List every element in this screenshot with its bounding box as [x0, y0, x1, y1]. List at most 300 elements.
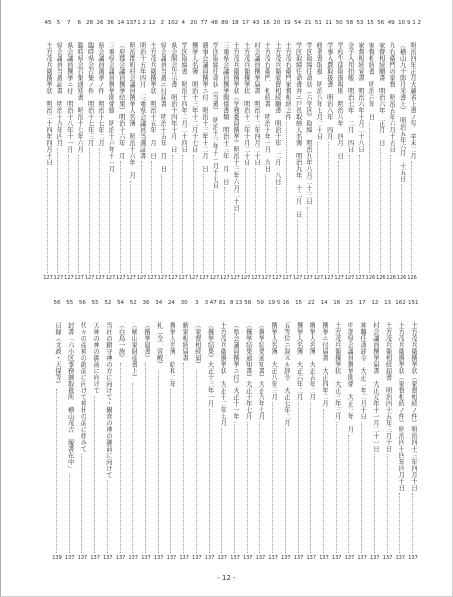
dotted-leader	[298, 402, 300, 553]
entry-page: 137	[306, 555, 317, 561]
entry-number: 137	[126, 20, 137, 26]
dotted-leader	[369, 122, 371, 273]
toc-entry	[52, 300, 62, 570]
toc-entry	[355, 20, 365, 290]
entry-number: 19 5	[268, 300, 281, 306]
toc-entry	[65, 300, 75, 570]
entry-page: 127	[209, 275, 220, 281]
toc-entry	[408, 300, 418, 570]
dotted-leader	[224, 187, 226, 273]
entry-title: 県会議員選挙ノ件 明治十七年二月	[97, 42, 104, 146]
entry-page: 137	[268, 555, 278, 561]
entry-page: 137	[242, 555, 253, 561]
entry-title: 新家相続届書	[181, 322, 189, 361]
entry-title: 修業書取扱 明治八年七月二十日	[315, 42, 323, 140]
dotted-leader	[161, 174, 163, 273]
entry-number: 17	[242, 20, 250, 26]
entry-number: 2	[160, 20, 165, 26]
entry-page: 126	[407, 275, 417, 281]
toc-entry	[395, 300, 405, 570]
entry-number: 3	[195, 300, 199, 306]
entry-number: 9 1 2	[407, 20, 421, 26]
dotted-leader	[172, 155, 174, 273]
toc-entry	[157, 20, 167, 290]
entry-page: 137	[408, 555, 418, 561]
toc-entry	[243, 300, 253, 570]
entry-page: 127	[199, 275, 209, 281]
entry-number: 15	[295, 300, 303, 306]
dotted-leader	[255, 168, 257, 273]
entry-title: 撰挙人名簿 昭和二年	[168, 322, 176, 387]
entry-number: 4	[181, 20, 185, 26]
dotted-leader	[107, 480, 109, 553]
dotted-leader	[57, 148, 59, 273]
entry-page: 126	[365, 275, 376, 281]
entry-title: 九右衛門の家督 明治五年六月十五日	[388, 42, 396, 153]
entry-title: 撰挙人名簿 大正六年二月	[295, 322, 303, 400]
toc-entry	[268, 300, 281, 570]
toc-entry	[128, 300, 138, 570]
entry-number: 17	[358, 300, 366, 306]
entry-page: 137	[179, 555, 189, 561]
dotted-leader	[182, 155, 184, 273]
toc-entry	[293, 20, 303, 290]
dotted-leader	[247, 422, 249, 553]
toc-entry	[141, 300, 151, 570]
dotted-leader	[286, 122, 288, 273]
entry-number: 5	[56, 20, 61, 26]
entry-page: 127	[220, 275, 230, 281]
entry-title: （府郡会議員撰挙結果）明治十六年 月	[117, 42, 125, 159]
entry-title: （家督相続届）	[193, 322, 201, 368]
entry-page: 137	[331, 555, 342, 561]
toc-entry	[137, 20, 147, 290]
toc-entry	[178, 20, 188, 290]
entry-title: （撰挙結果通知書）大正九年七月	[257, 322, 265, 420]
toc-entry	[241, 20, 251, 290]
toc-entry	[282, 20, 292, 290]
toc-entry	[261, 20, 271, 290]
entry-number: 34	[155, 300, 163, 306]
entry-number: 26	[96, 20, 104, 26]
entry-page: 127	[355, 275, 365, 281]
entry-title: 天神の神の御前に向けて	[92, 322, 100, 394]
toc-entry	[386, 20, 396, 290]
entry-number: 162	[395, 300, 406, 306]
entry-title: 撰挙人名簿 大正五年二月	[308, 322, 316, 400]
entry-page: 126	[386, 275, 396, 281]
dotted-leader	[109, 174, 111, 273]
entry-title: 学区取締書 明治十四年二月二十四日	[180, 42, 188, 153]
entry-number: 53	[356, 20, 364, 26]
entry-number: 36	[142, 300, 150, 306]
dotted-leader	[374, 454, 376, 553]
entry-title: 土方茂右衛門 相続書 明治十年一月 九日	[263, 42, 271, 172]
entry-page: 137	[128, 555, 139, 561]
dotted-leader	[170, 389, 172, 553]
entry-title: 当社の鎮守神の方に向けて・観音の神の御前に向けて	[104, 322, 112, 478]
entry-title: 土方茂兵衛撰挙状（家督相続ノ件）明治四十三年四月十日	[410, 322, 417, 491]
entry-number: 1 2	[137, 20, 146, 26]
entry-number: 6	[77, 20, 81, 26]
entry-page: 137	[192, 555, 202, 561]
entry-page: 137	[357, 555, 367, 561]
entry-page: 127	[292, 275, 303, 281]
dotted-leader	[411, 161, 413, 273]
entry-title: 神職任命辞令 大正二年二月十日	[359, 322, 367, 420]
dotted-leader	[68, 155, 70, 273]
dotted-leader	[141, 161, 143, 273]
toc-entry	[77, 300, 87, 570]
entry-title: 代々の産神の御前に向けて神社の前に拝みて	[79, 322, 87, 452]
entry-page: 137	[382, 555, 393, 561]
dotted-leader	[349, 155, 351, 273]
entry-page: 127	[240, 275, 251, 281]
toc-entry	[344, 300, 354, 570]
toc-entry	[199, 20, 209, 290]
entry-page: 127	[230, 275, 240, 281]
toc-entry	[230, 20, 240, 290]
entry-title: 明治郡町村会議員撰挙人名簿 明治十六年 月	[128, 42, 136, 179]
entry-title: 学校生徒取扱規則 明治八年 四月 日	[336, 42, 344, 159]
entry-number: 3 47	[204, 300, 217, 306]
entry-number: 20	[190, 20, 198, 26]
entry-number: 16	[333, 300, 341, 306]
dotted-leader	[348, 435, 350, 553]
entry-page: 137	[141, 555, 151, 561]
toc-entry	[397, 20, 407, 290]
entry-number: 8 13	[230, 300, 243, 306]
entry-number: 49	[387, 20, 395, 26]
entry-number: 14	[117, 20, 125, 26]
entry-number: 30	[180, 300, 188, 306]
dotted-leader	[265, 174, 267, 273]
entry-number: 15	[366, 20, 374, 26]
dotted-leader	[89, 148, 91, 273]
toc-entry	[217, 300, 227, 570]
entry-page: 137	[395, 555, 406, 561]
entry-page: 127	[84, 275, 95, 281]
toc-entry	[383, 300, 393, 570]
toc-entry	[281, 300, 291, 570]
entry-title: 日録（文政・天保等）	[54, 322, 61, 387]
entry-number: 54	[294, 20, 302, 26]
entry-title: 撰挙人名簿 明治十三年十二月十七日	[190, 42, 198, 153]
toc-entry	[74, 20, 84, 290]
dotted-leader	[120, 161, 122, 273]
toc-entry	[43, 20, 53, 290]
entry-number: 151	[408, 300, 419, 306]
entry-page: 137	[319, 555, 329, 561]
entry-title: （撰挙届書）	[143, 322, 150, 361]
dotted-leader	[323, 409, 325, 553]
entry-page: 127	[168, 275, 178, 281]
toc-entry	[306, 300, 316, 570]
entry-title: 土方茂兵衛相続届書 明治四十五年三月十日	[384, 322, 392, 452]
entry-number: 11	[325, 20, 333, 26]
entry-title: 県会議員撰挙ニ付 明治十八年十一月	[65, 42, 73, 153]
entry-title: 学事入費取扱書 明治八年 四月	[325, 42, 333, 140]
entry-title: 撰挙ニ付届書 大正四年二月	[321, 322, 328, 407]
toc-entry	[376, 20, 386, 290]
entry-number: 22	[307, 300, 315, 306]
entry-title: 土方茂兵衛撰挙状 大正三年三月	[333, 322, 341, 420]
entry-page: 137	[77, 555, 88, 561]
entry-page: 127	[147, 275, 157, 281]
toc-entry	[407, 20, 421, 290]
dotted-leader	[259, 422, 261, 553]
entry-number: 89	[221, 20, 229, 26]
entry-title: 臨時県会召集通知書 明治十七年六月	[76, 42, 84, 153]
entry-page: 137	[64, 555, 75, 561]
toc-entry	[95, 20, 105, 290]
dotted-leader	[56, 389, 58, 553]
entry-page: 137	[344, 555, 355, 561]
entry-page: 127	[43, 275, 53, 281]
dotted-leader	[317, 142, 319, 273]
dotted-leader	[359, 155, 361, 273]
entry-page: 137	[90, 555, 100, 561]
toc-entry	[205, 300, 215, 570]
toc-entry	[154, 300, 164, 570]
entry-title: 中部県会議員撰挙関係 大正三年 月	[346, 322, 354, 433]
entry-title: 県会議員当選証書 明治十九年四月	[55, 42, 63, 146]
entry-title: 土方茂兵衛撰挙状 明治二十四年四月十日	[45, 42, 52, 166]
entry-number: 58	[244, 300, 252, 306]
dotted-leader	[412, 493, 414, 553]
page-edge-left	[0, 0, 1, 597]
dotted-leader	[390, 155, 392, 273]
entry-page: 139	[52, 555, 62, 561]
toc-entry	[251, 20, 261, 290]
entry-title: 臨時県会召集ノ件 明治十七年三月	[86, 42, 94, 146]
entry-number: 16	[282, 300, 290, 306]
toc-entry	[179, 300, 189, 570]
toc-entry	[192, 300, 202, 570]
dotted-leader	[221, 428, 223, 553]
entry-title: 封書「六小区事務御取扱所 横山茂吉 履書在中」	[66, 322, 74, 472]
entry-title: 土方茂兵衛撰挙状 明治十五年 月 日	[149, 42, 156, 159]
entry-title: 村会議員撰挙届書 明治十二年四月二十日	[253, 42, 260, 166]
entry-page: 127	[64, 275, 74, 281]
entry-number: 55	[66, 300, 74, 306]
entry-title: 県会開会告示書 明治十四年十月 日	[169, 42, 177, 153]
toc-entry	[313, 20, 323, 290]
entry-page: 137	[166, 555, 177, 561]
entry-title: 札（全 宮殿）	[155, 322, 163, 368]
entry-page: 126	[376, 275, 386, 281]
entry-page: 127	[188, 275, 199, 281]
entry-number: 14	[320, 300, 328, 306]
entry-title: 土方茂兵衛家督相続願書 明治十年 二月 八日	[273, 42, 281, 185]
dotted-leader	[69, 474, 71, 553]
entry-page: 127	[126, 275, 136, 281]
entry-page: 137	[293, 555, 304, 561]
entry-page: 127	[116, 275, 126, 281]
entry-number: 12	[148, 20, 156, 26]
toc-entry	[324, 20, 334, 290]
dotted-leader	[183, 363, 185, 553]
entry-number: 56	[377, 20, 385, 26]
dotted-leader	[276, 187, 278, 273]
entry-page: 137	[103, 555, 113, 561]
entry-title: 三重県会議員撰挙関係綴 明治十六年十一月	[107, 42, 115, 172]
entry-page: 127	[136, 275, 147, 281]
dotted-leader	[130, 181, 132, 273]
entry-title: 学区取締任命書并ニ戸長取締人名簿 明治九年 十二月 日	[294, 42, 302, 218]
entry-title: 金子入用扣帳 明治七年 二月 四日	[346, 42, 354, 153]
toc-entry	[166, 300, 176, 570]
toc-entry	[147, 20, 157, 290]
entry-page: 137	[217, 555, 228, 561]
dotted-leader	[209, 409, 211, 553]
toc-entry	[255, 300, 265, 570]
entry-page: 127	[303, 275, 313, 281]
entry-page: 127	[282, 275, 292, 281]
entry-number: 12	[371, 300, 379, 306]
entry-number: 52	[104, 300, 112, 306]
toc-entry	[334, 20, 344, 290]
toc-entry	[303, 20, 313, 290]
dotted-leader	[203, 174, 205, 273]
dotted-leader	[297, 220, 299, 273]
entry-number: 18	[231, 20, 239, 26]
dotted-leader	[399, 493, 401, 553]
dotted-leader	[336, 422, 338, 553]
dotted-leader	[307, 207, 309, 273]
toc-entry	[357, 300, 367, 570]
toc-entry	[126, 20, 136, 290]
entry-number: 45	[44, 20, 52, 26]
entry-title: 家督相続覚書 明治六年十月二十八日	[357, 42, 364, 153]
toc-entry	[220, 20, 230, 290]
entry-number: 56	[53, 300, 61, 306]
entry-number: 28	[86, 20, 94, 26]
entry-number: 56	[78, 300, 86, 306]
entry-page: 127	[74, 275, 84, 281]
dotted-leader	[158, 370, 160, 553]
toc-entry	[272, 20, 282, 290]
toc-entry	[370, 300, 380, 570]
entry-title: 明治十五年四月 三重県会議員当選証書	[138, 42, 146, 159]
dotted-leader	[401, 184, 403, 273]
entry-number: 55	[91, 300, 99, 306]
dotted-leader	[47, 168, 49, 273]
entry-page: 137	[230, 555, 240, 561]
entry-title: （横山家財産書上）	[130, 322, 138, 381]
dotted-leader	[387, 454, 389, 553]
entry-title: （白鳥一族）	[117, 322, 125, 361]
entry-title: 学区取締任命状（当選） 明治十三年十一月十七日	[211, 42, 219, 189]
dotted-leader	[361, 422, 363, 553]
entry-number: 59	[256, 300, 264, 306]
dotted-leader	[132, 383, 134, 553]
entry-page: 127	[105, 275, 116, 281]
entry-title: （県会議員撰挙ニ付）大正十一年	[232, 322, 239, 420]
entry-page: 127	[261, 275, 272, 281]
entry-page: 127	[157, 275, 168, 281]
entry-title: 三重県会議員撰挙関係書類 明治十三年 月 日	[221, 42, 229, 185]
entry-page: 137	[115, 555, 126, 561]
entry-number: 58	[346, 20, 354, 26]
dotted-leader	[94, 396, 96, 553]
entry-title: （撰挙結果）大正十三年一月	[206, 322, 214, 407]
dotted-leader	[151, 161, 153, 273]
entry-title: 土方茂兵衛撰挙状 大正十二年七月	[219, 322, 227, 426]
entry-number: 102	[167, 20, 179, 26]
dotted-leader	[193, 155, 195, 273]
entry-number: 7	[67, 20, 71, 26]
toc-entry	[168, 20, 178, 290]
entry-title: 明治四年正月大蔵省上書ノ写 辛未二月	[409, 42, 416, 159]
dotted-leader	[213, 190, 215, 273]
entry-number: 20	[273, 20, 281, 26]
toc-entry	[103, 300, 113, 570]
dotted-leader	[234, 213, 236, 273]
dotted-leader	[145, 363, 147, 553]
toc-entry	[116, 300, 126, 570]
entry-title: 土方茂右衛門家督相続之件	[284, 42, 292, 120]
entry-number: 54	[117, 300, 125, 306]
dotted-leader	[99, 148, 101, 273]
toc-entry	[116, 20, 126, 290]
dotted-leader	[328, 142, 330, 273]
entry-title: 撰挙人名簿 大正八年三月	[270, 322, 278, 400]
entry-number: 81	[218, 300, 226, 306]
entry-number: 50	[335, 20, 343, 26]
entry-number: 43	[252, 20, 260, 26]
entry-number: 48	[210, 20, 218, 26]
entry-number: 21	[304, 20, 312, 26]
entry-title: 土方茂兵衛撰挙状 明治十二年十月二十日	[242, 42, 250, 166]
toc-entry	[105, 20, 115, 290]
entry-page: 127	[95, 275, 105, 281]
dotted-leader	[81, 454, 83, 553]
toc-entry	[294, 300, 304, 570]
toc-entry	[85, 20, 95, 290]
entry-page: 126	[396, 275, 407, 281]
entry-number: 19	[283, 20, 291, 26]
entry-title: 村会議員撰挙届書 大正元年十一月二十一日	[371, 322, 379, 452]
entry-page: 137	[281, 555, 291, 561]
entry-page: 127	[324, 275, 334, 281]
toc-entry	[90, 300, 100, 570]
entry-title: 農事会議員撰挙ニ付 明治十三年十二月 日	[201, 42, 208, 172]
entry-number: 16	[262, 20, 270, 26]
entry-title: 家督相続願書 明治六年 正月 日	[377, 42, 385, 146]
entry-number: 23	[345, 300, 353, 306]
dotted-leader	[380, 148, 382, 273]
toc-entry	[319, 300, 329, 570]
dotted-leader	[120, 363, 122, 553]
page-number: - 12 -	[217, 574, 236, 582]
toc-entry	[365, 20, 375, 290]
entry-title: 土方茂兵衛撰挙状（家督相続ノ件）明治四十四年四月十日	[397, 322, 405, 491]
dotted-leader	[245, 168, 247, 273]
entry-title: 土方茂兵衛撰挙状（学務委員撰挙）明治十三年六月二十日	[232, 42, 240, 211]
toc-entry	[345, 20, 355, 290]
entry-page: 127	[53, 275, 64, 281]
entry-number: 13	[384, 300, 392, 306]
entry-title: 学区取締任命状（六学区）取締 明治九年八月二十三日	[305, 42, 312, 205]
entry-title: 家督相続書 明治六年 日	[367, 42, 375, 120]
dotted-leader	[272, 402, 274, 553]
entry-title: 県会議員当選ニ付届書 明治十五年 月 日	[159, 42, 167, 172]
toc-entry	[189, 20, 199, 290]
toc-entry	[53, 20, 63, 290]
entry-page: 127	[178, 275, 188, 281]
toc-entry	[64, 20, 74, 290]
